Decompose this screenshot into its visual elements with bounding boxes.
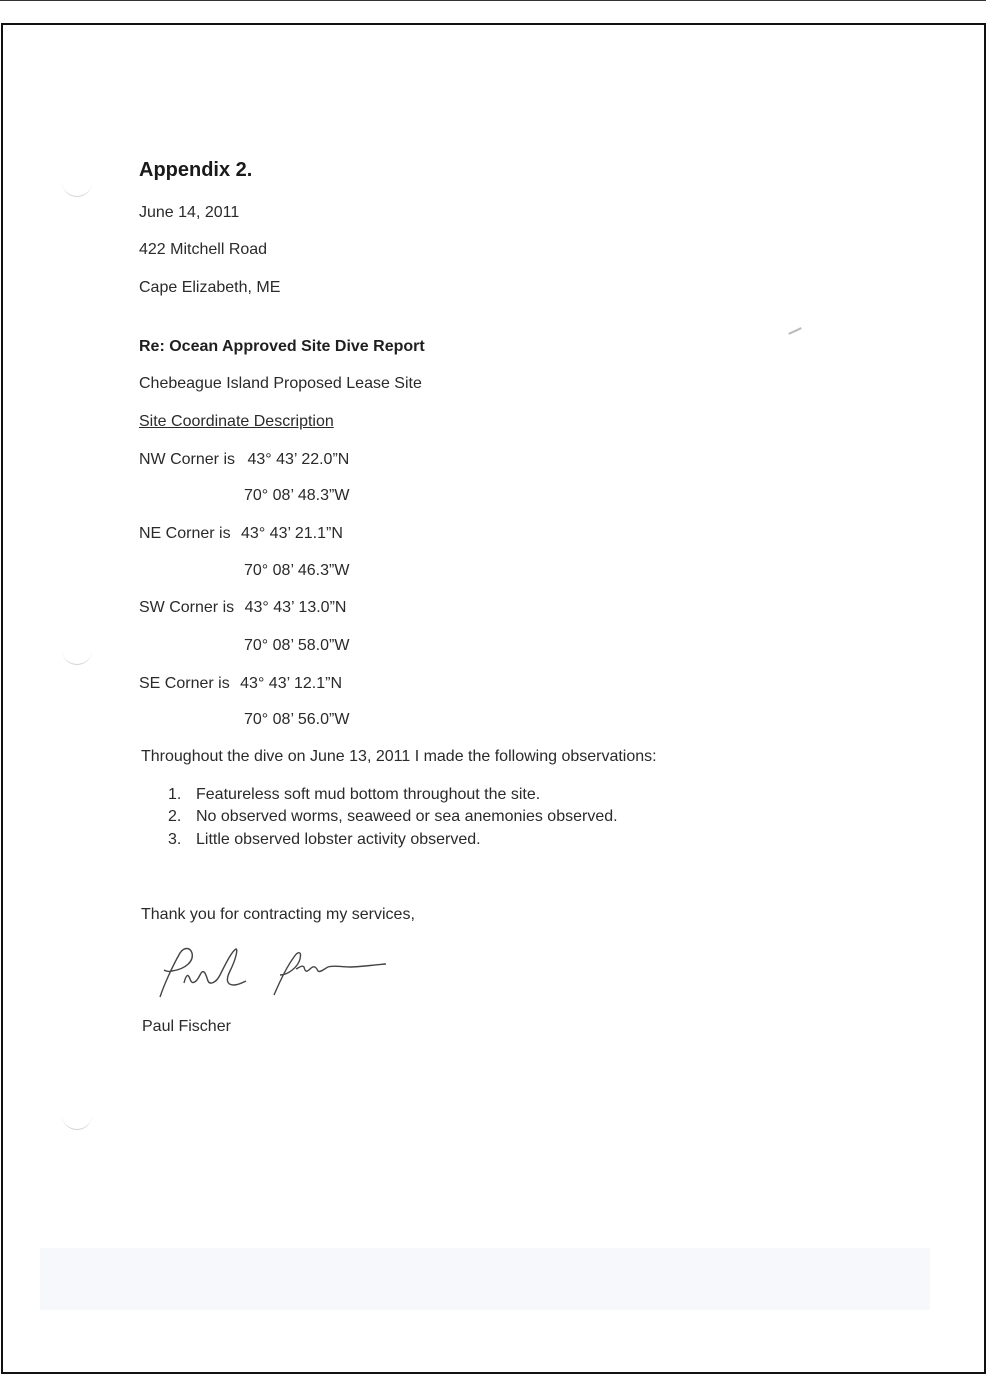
corner-se-row: [139, 674, 342, 694]
list-text: Featureless soft mud bottom throughout the site.: [196, 786, 541, 803]
list-number: 2.: [168, 808, 182, 825]
closing-line: Thank you for contracting my services,: [141, 906, 415, 923]
corner-longitude: 70° 08’ 48.3”W: [244, 487, 350, 504]
scan-shading: [40, 1248, 930, 1310]
page-title: Appendix 2.: [139, 159, 253, 181]
corner-longitude: 70° 08’ 58.0”W: [244, 637, 350, 654]
corner-ne-row: [139, 524, 343, 544]
corner-label: SW Corner is: [139, 599, 235, 616]
corner-label: SE Corner is: [139, 675, 230, 692]
corner-longitude: 70° 08’ 56.0”W: [244, 711, 350, 728]
corner-latitude: 43° 43’ 13.0”N: [244, 599, 347, 616]
site-name: Chebeague Island Proposed Lease Site: [139, 375, 422, 392]
list-text: Little observed lobster activity observed.: [196, 831, 481, 848]
corner-sw-row: [139, 598, 346, 618]
corner-latitude: 43° 43’ 21.1”N: [241, 525, 343, 542]
corner-label: NE Corner is: [139, 525, 231, 542]
corner-longitude: 70° 08’ 46.3”W: [244, 562, 350, 579]
coordinate-heading: Site Coordinate Description: [139, 413, 334, 430]
corner-latitude: 43° 43’ 12.1”N: [240, 675, 343, 692]
address-line-1: 422 Mitchell Road: [139, 241, 268, 258]
scan-speck: [788, 327, 802, 335]
observations-intro: Throughout the dive on June 13, 2011 I made the following observations:: [141, 748, 657, 765]
corner-label: NW Corner is: [139, 451, 236, 468]
list-number: 1.: [168, 786, 182, 803]
list-item: [168, 807, 618, 827]
list-number: 3.: [168, 831, 182, 848]
address-line-2: Cape Elizabeth, ME: [139, 279, 281, 296]
letter-date: June 14, 2011: [139, 204, 240, 221]
corner-latitude: 43° 43’ 22.0”N: [247, 451, 350, 468]
list-item: [168, 830, 481, 850]
subject-line: Re: Ocean Approved Site Dive Report: [139, 338, 425, 355]
hole-punch-mark: [62, 1115, 92, 1130]
signature-name: Paul Fischer: [142, 1018, 231, 1035]
hole-punch-mark: [62, 650, 92, 665]
list-text: No observed worms, seaweed or sea anemonies observed.: [196, 808, 618, 825]
corner-nw-row: [139, 450, 349, 470]
handwritten-signature: [150, 945, 400, 1005]
list-item: [168, 785, 540, 805]
hole-punch-mark: [62, 182, 92, 197]
